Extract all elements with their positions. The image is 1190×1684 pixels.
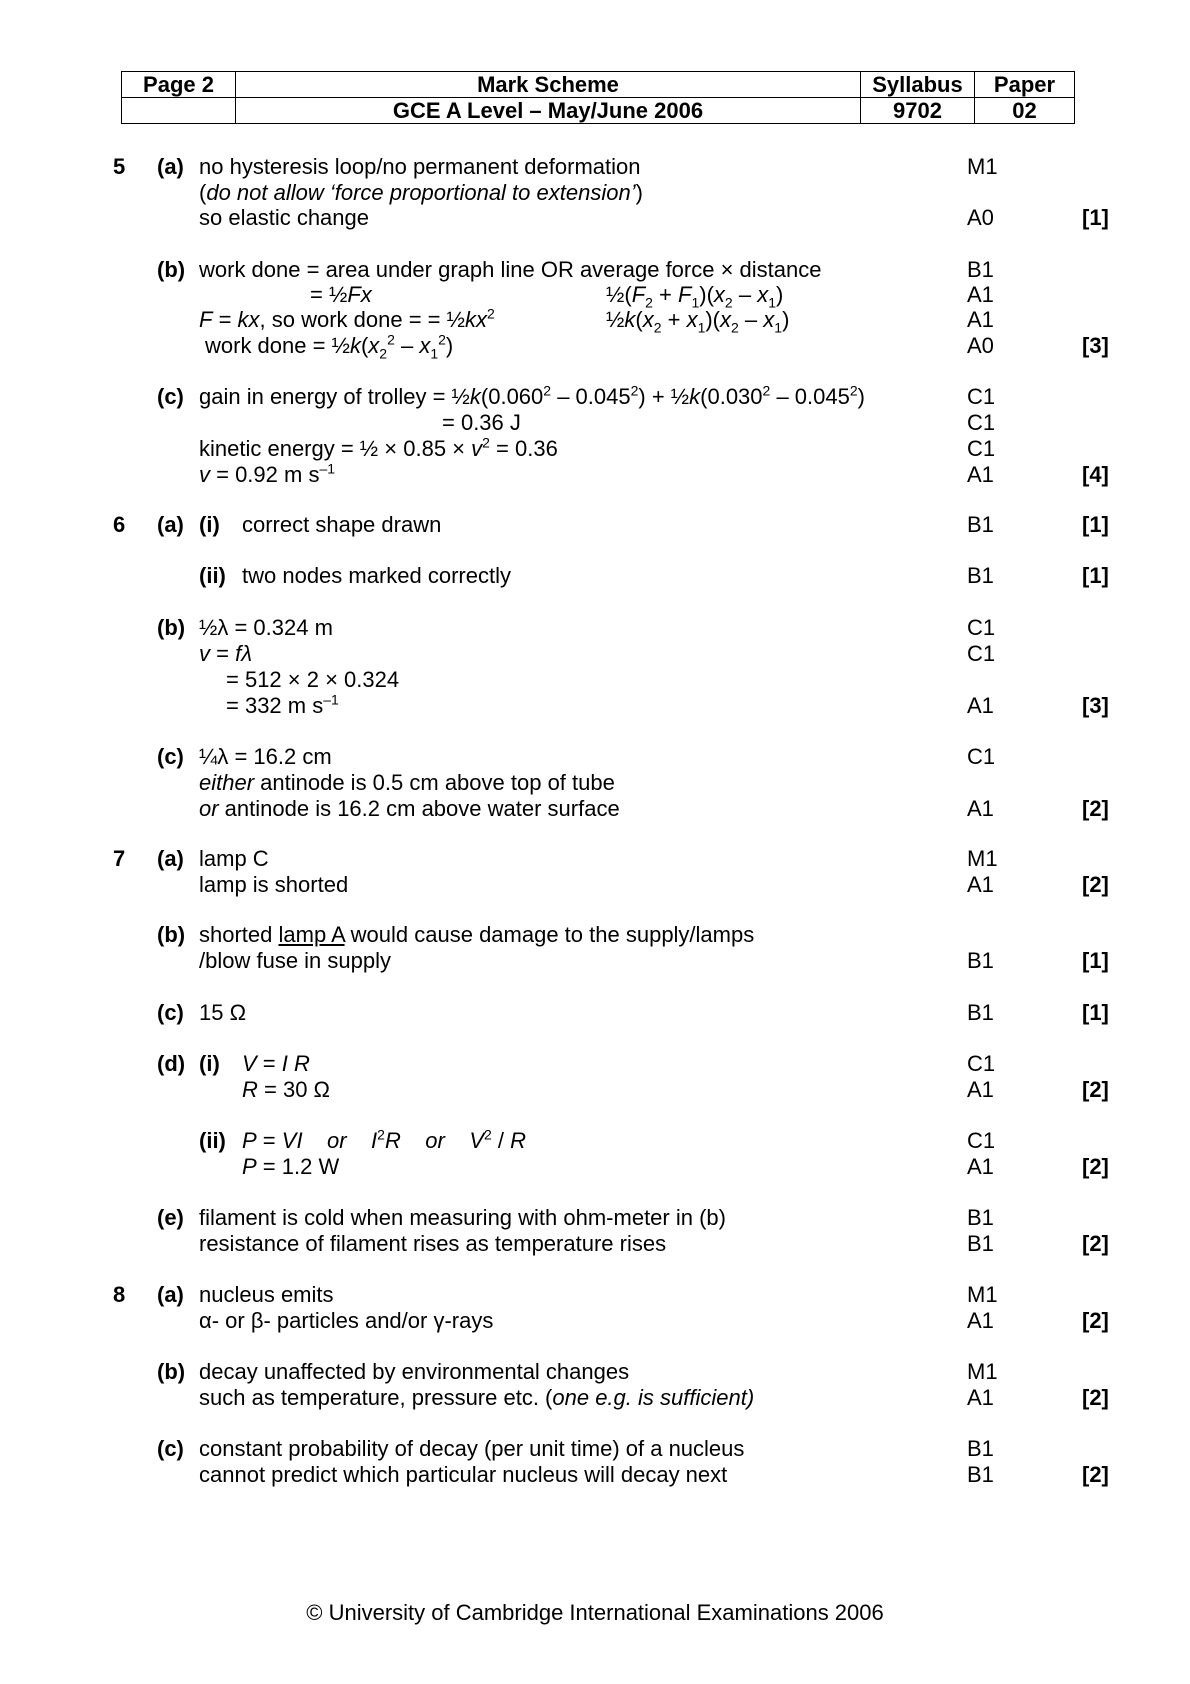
- formula: v = fλ: [199, 641, 253, 666]
- part-total: [1]: [1082, 1000, 1109, 1025]
- mark-code: C1: [967, 1051, 996, 1076]
- answer-line: or antinode is 16.2 cm above water surface: [199, 796, 620, 821]
- answer-line: either antinode is 0.5 cm above top of tube: [199, 770, 615, 795]
- mark-code: B1: [967, 1436, 994, 1461]
- answer-line: work done = area under graph line OR average force × distance: [199, 257, 822, 282]
- part-total: [4]: [1082, 462, 1109, 487]
- mark-code: C1: [967, 744, 996, 769]
- mark-code: B1: [967, 1000, 994, 1025]
- formula: = 332 m $s^{-1}$: [226, 691, 339, 718]
- mark-code: B1: [967, 512, 994, 537]
- part-label: (b): [157, 922, 186, 947]
- paper-label-cell: Paper: [975, 72, 1075, 98]
- syllabus-label-cell: Syllabus: [861, 72, 975, 98]
- part-total: [1]: [1082, 948, 1109, 973]
- answer-line: constant probability of decay (per unit time) of a nucleus: [199, 1436, 745, 1461]
- syllabus-cell: 9702: [861, 98, 975, 124]
- part-total: [1]: [1082, 205, 1109, 230]
- formula: R = 30 Ω: [242, 1077, 330, 1102]
- part-label: (a): [157, 1282, 184, 1307]
- mark-code: C1: [967, 436, 996, 461]
- mark-code: M1: [967, 1359, 998, 1384]
- part-total: [2]: [1082, 872, 1109, 897]
- part-label: (b): [157, 257, 186, 282]
- part-label: (b): [157, 1359, 186, 1384]
- part-label: (c): [157, 384, 184, 409]
- exam-cell: GCE A Level – May/June 2006: [236, 98, 861, 124]
- mark-code: C1: [967, 615, 996, 640]
- part-total: [2]: [1082, 1308, 1109, 1333]
- mark-code: B1: [967, 563, 994, 588]
- answer-line: lamp C: [199, 846, 269, 871]
- part-label: (a): [157, 846, 184, 871]
- formula: $\frac{1}{2}k(x_2 + x_1)(x_2 - x_1)$: [606, 307, 790, 336]
- formula: F = kx, so work done = = $\frac{1}{2}kx^2$: [199, 305, 495, 332]
- mark-code: B1: [967, 1231, 994, 1256]
- answer-line: no hysteresis loop/no permanent deformation: [199, 154, 641, 179]
- subpart-label: (ii): [199, 563, 226, 588]
- answer-line: correct shape drawn: [242, 512, 442, 537]
- mark-code: B1: [967, 948, 994, 973]
- part-total: [2]: [1082, 1231, 1109, 1256]
- part-label: (c): [157, 1000, 184, 1025]
- paper-cell: 02: [975, 98, 1075, 124]
- answer-line: such as temperature, pressure etc. (one e.g. is sufficient): [199, 1385, 755, 1410]
- mark-code: M1: [967, 846, 998, 871]
- formula: gain in energy of trolley = $\frac{1}{2}k(0.060^2 - 0.045^2)$ + $\frac{1}{2}k(0.030^2 - 0.045^2)$: [199, 382, 865, 409]
- answer-line: so elastic change: [199, 205, 369, 230]
- mark-code: A1: [967, 307, 994, 332]
- answer-note: (do not allow ‘force proportional to extension’): [199, 180, 643, 205]
- formula: $\frac{1}{2}(F_2 + F_1)(x_2 - x_1)$: [606, 282, 784, 311]
- answer-line: cannot predict which particular nucleus will decay next: [199, 1462, 728, 1487]
- part-label: (c): [157, 744, 184, 769]
- answer-line: /blow fuse in supply: [199, 948, 391, 973]
- mark-code: A1: [967, 282, 994, 307]
- mark-code: C1: [967, 384, 996, 409]
- answer-line: lamp is shorted: [199, 872, 349, 897]
- part-total: [2]: [1082, 1462, 1109, 1487]
- part-total: [2]: [1082, 1385, 1109, 1410]
- subpart-label: (i): [199, 1051, 220, 1076]
- mark-code: B1: [967, 257, 994, 282]
- mark-code: A1: [967, 693, 994, 718]
- part-total: [2]: [1082, 796, 1109, 821]
- mark-code: A1: [967, 1154, 994, 1179]
- part-total: [1]: [1082, 563, 1109, 588]
- formula: v = 0.92 m $s^{-1}$: [199, 460, 336, 487]
- formula: kinetic energy = ½ × $0.85 \times v^2 = 0.36$: [199, 434, 558, 461]
- formula: = ½Fx: [310, 282, 372, 307]
- part-total: [3]: [1082, 693, 1109, 718]
- mark-code: A1: [967, 1385, 994, 1410]
- part-total: [1]: [1082, 512, 1109, 537]
- question-number: 7: [113, 846, 126, 871]
- title-cell: Mark Scheme: [236, 72, 861, 98]
- answer-line: ¼λ = 16.2 cm: [199, 744, 332, 769]
- answer-line: two nodes marked correctly: [242, 563, 511, 588]
- part-total: [2]: [1082, 1154, 1109, 1179]
- question-number: 5: [113, 154, 126, 179]
- part-label: (b): [157, 615, 186, 640]
- mark-code: A1: [967, 796, 994, 821]
- mark-code: B1: [967, 1205, 994, 1230]
- subpart-label: (i): [199, 512, 220, 537]
- part-label: (d): [157, 1051, 186, 1076]
- copyright-footer: © University of Cambridge International Examinations 2006: [306, 1600, 884, 1625]
- answer-line: 15 Ω: [199, 1000, 247, 1025]
- formula: P = VI or $I^2R$ or $V^2$ / R: [242, 1126, 527, 1153]
- mark-code: A0: [967, 333, 994, 358]
- empty-cell: [122, 98, 236, 124]
- answer-line: decay unaffected by environmental changes: [199, 1359, 630, 1384]
- answer-line: shorted lamp A would cause damage to the supply/lamps: [199, 922, 755, 947]
- formula: P = 1.2 W: [242, 1154, 340, 1179]
- mark-code: C1: [967, 641, 996, 666]
- part-label: (a): [157, 512, 184, 537]
- mark-code: M1: [967, 1282, 998, 1307]
- mark-code: B1: [967, 1462, 994, 1487]
- mark-code: M1: [967, 154, 998, 179]
- answer-line: filament is cold when measuring with ohm-meter in (b): [199, 1205, 726, 1230]
- page-cell: Page 2: [122, 72, 236, 98]
- answer-line: = 512 × 2 × 0.324: [226, 667, 400, 692]
- part-total: [2]: [1082, 1077, 1109, 1102]
- answer-line: resistance of filament rises as temperature rises: [199, 1231, 667, 1256]
- question-number: 6: [113, 512, 126, 537]
- subpart-label: (ii): [199, 1128, 226, 1153]
- formula: work done = $\frac{1}{2}k(x_2^2 - x_1^2)$: [205, 331, 454, 362]
- mark-code: A1: [967, 872, 994, 897]
- part-label: (c): [157, 1436, 184, 1461]
- mark-code: A1: [967, 1077, 994, 1102]
- answer-line: = 0.36 J: [442, 410, 521, 435]
- answer-line: nucleus emits: [199, 1282, 334, 1307]
- mark-code: A0: [967, 205, 994, 230]
- part-label: (e): [157, 1205, 184, 1230]
- mark-code: C1: [967, 410, 996, 435]
- part-label: (a): [157, 154, 184, 179]
- formula: V = I R: [242, 1051, 310, 1076]
- mark-code: A1: [967, 1308, 994, 1333]
- answer-line: α- or β- particles and/or γ-rays: [199, 1308, 494, 1333]
- mark-code: A1: [967, 462, 994, 487]
- mark-code: C1: [967, 1128, 996, 1153]
- header-table: [121, 71, 1075, 124]
- question-number: 8: [113, 1282, 126, 1307]
- part-total: [3]: [1082, 333, 1109, 358]
- answer-line: ½λ = 0.324 m: [199, 615, 333, 640]
